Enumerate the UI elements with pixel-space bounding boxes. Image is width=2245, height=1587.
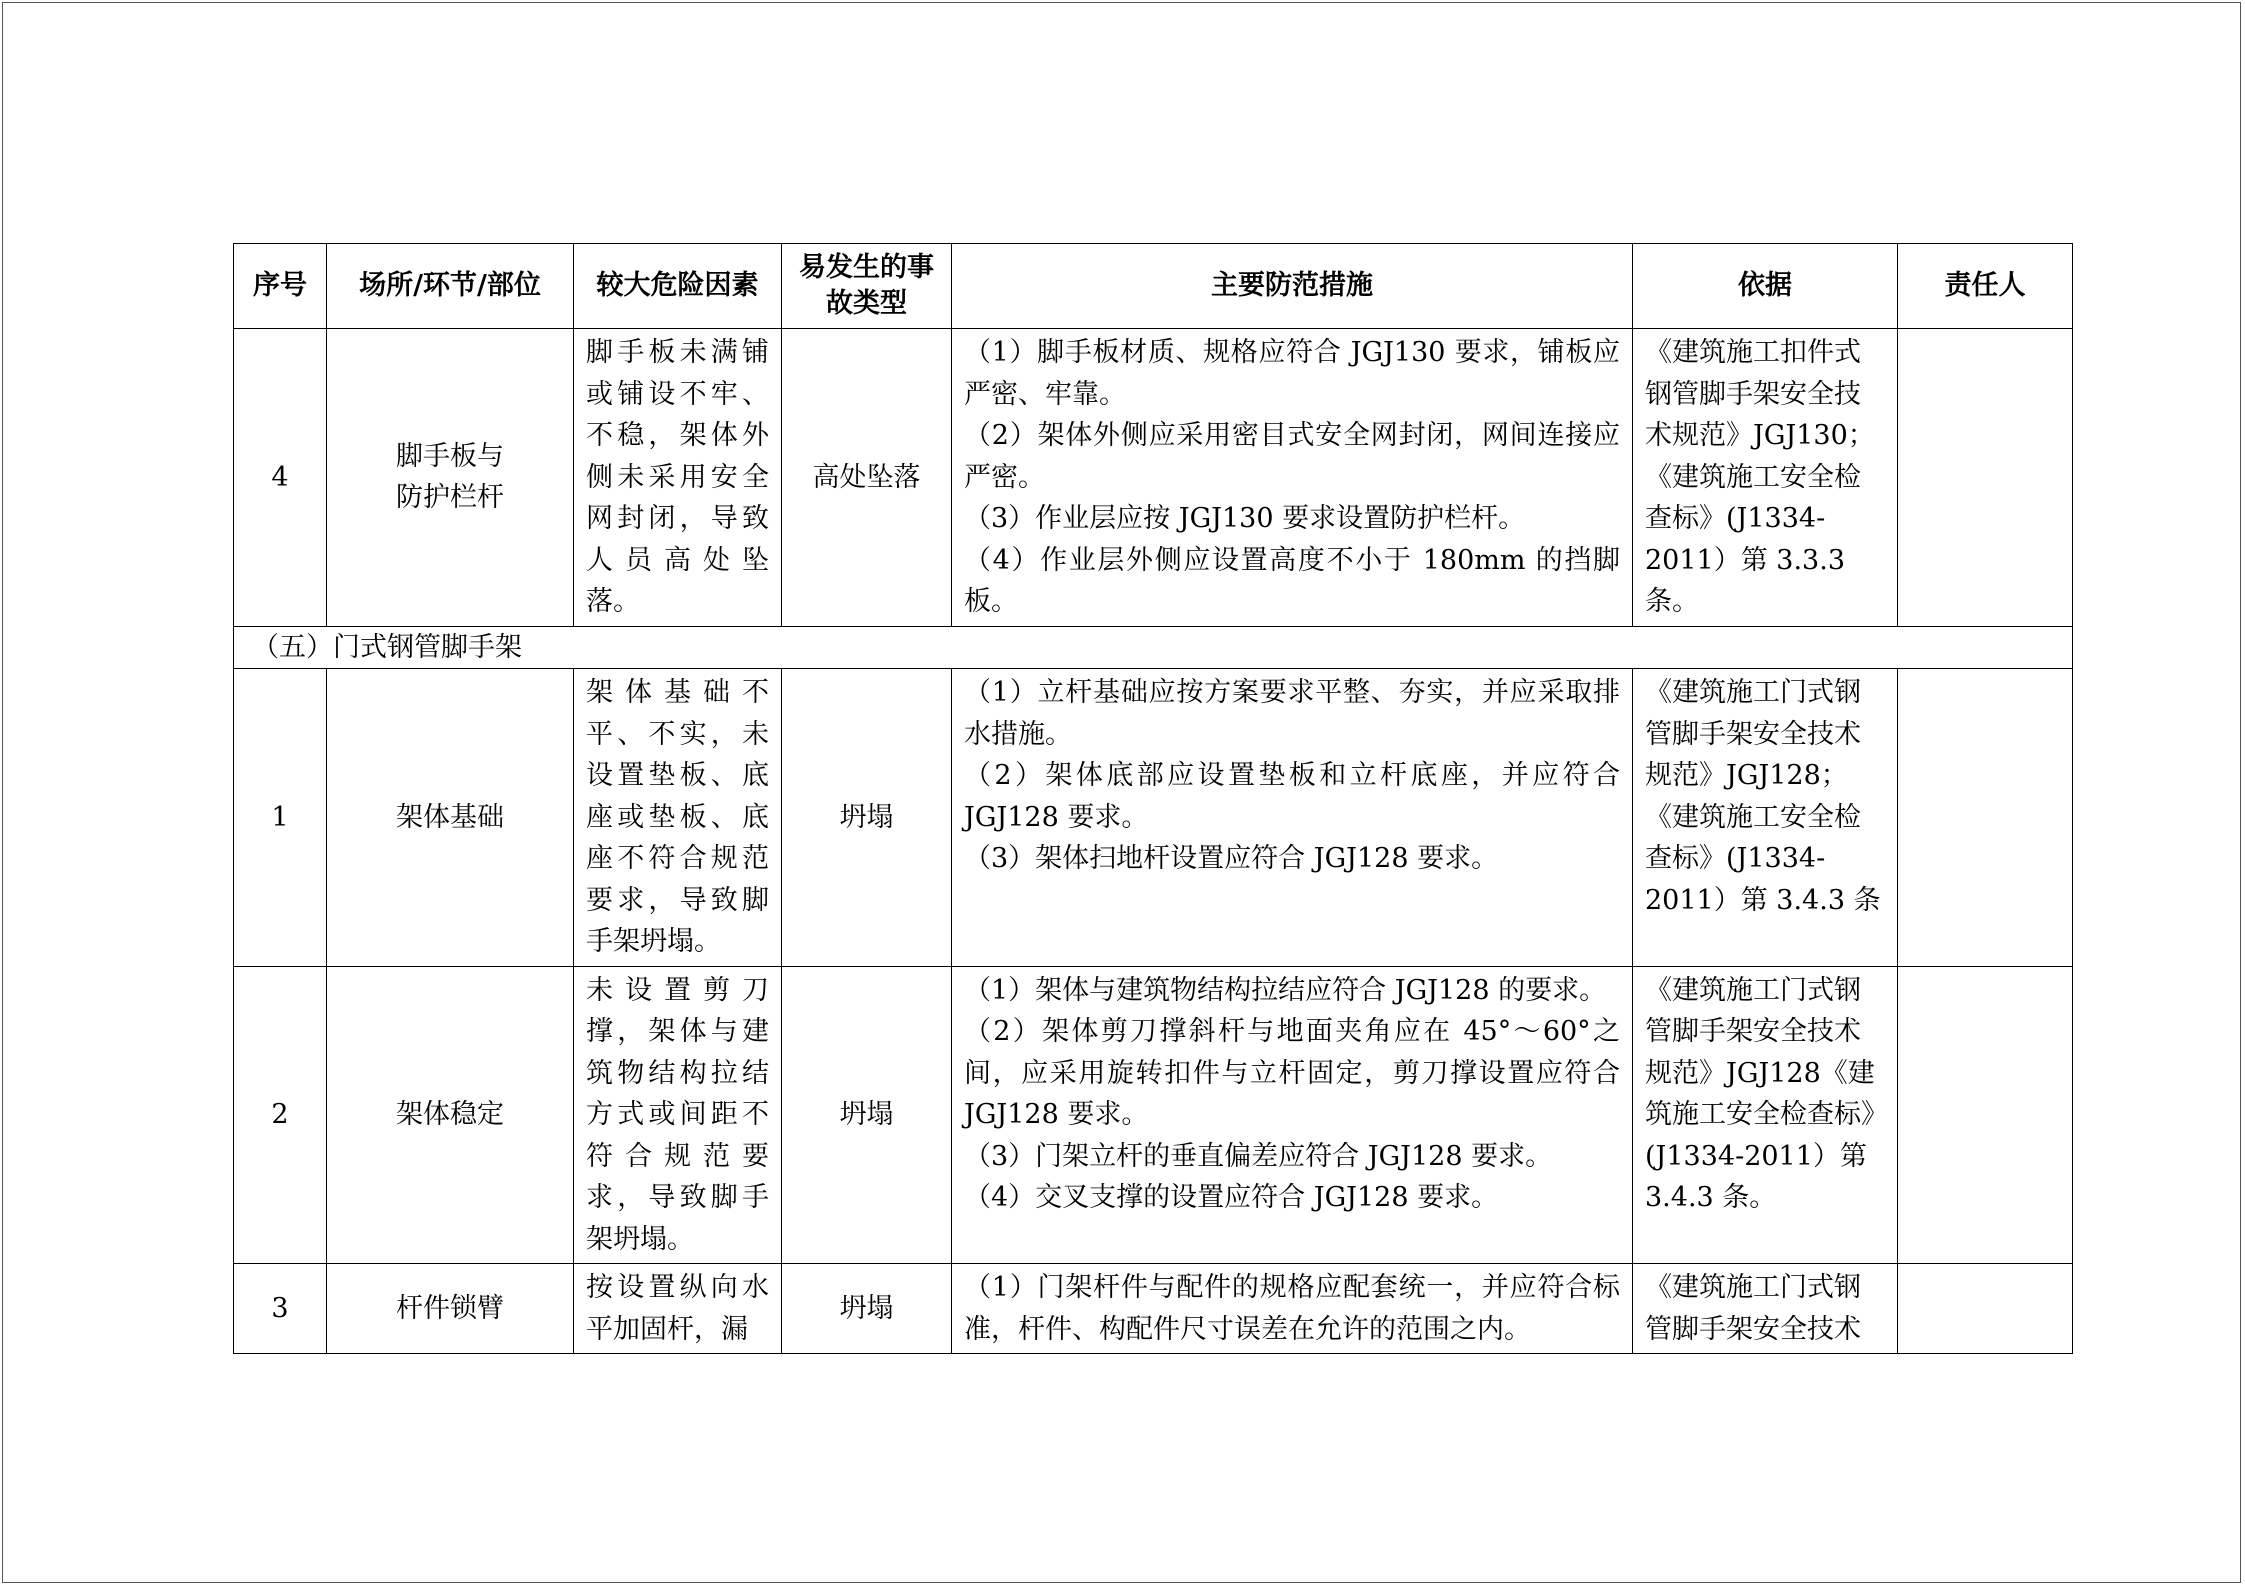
measure-item: （4）作业层外侧应设置高度不小于 180mm 的挡脚板。 (964, 544, 1620, 617)
row-place: 架体稳定 (327, 966, 574, 1264)
row-place: 杆件锁臂 (327, 1264, 574, 1354)
hazard-table (233, 243, 2073, 1354)
header-person: 责任人 (1898, 244, 2073, 329)
measure-item: （2）架体剪刀撑斜杆与地面夹角应在 45°～60°之间，应采用旋转扣件与立杆固定，剪刀撑设置应符合 JGJ128 要求。 (964, 1016, 1620, 1130)
row-person (1898, 1264, 2073, 1354)
row-basis: 《建筑施工门式钢管脚手架安全技术规范》JGJ128；《建筑施工安全检查标》(J1334-2011）第 3.4.3 条 (1633, 669, 1898, 967)
row-hazard: 按设置纵向水平加固杆，漏 (574, 1264, 782, 1354)
header-measures: 主要防范措施 (952, 244, 1633, 329)
row-basis: 《建筑施工扣件式钢管脚手架安全技术规范》JGJ130；《建筑施工安全检查标》(J1334-2011）第 3.3.3 条。 (1633, 329, 1898, 627)
row-hazard: 架体基础不平、不实，未设置垫板、底座或垫板、底座不符合规范要求，导致脚手架坍塌。 (574, 669, 782, 967)
row-no: 1 (234, 669, 327, 967)
measure-item: （2）架体外侧应采用密目式安全网封闭，网间连接应严密。 (964, 420, 1620, 493)
header-row (234, 244, 2073, 329)
section-row (234, 626, 2073, 669)
header-place: 场所/环节/部位 (327, 244, 574, 329)
header-no: 序号 (234, 244, 327, 329)
row-place: 架体基础 (327, 669, 574, 967)
row-measures (952, 329, 1633, 627)
row-person (1898, 966, 2073, 1264)
header-basis: 依据 (1633, 244, 1898, 329)
header-accident: 易发生的事故类型 (782, 244, 952, 329)
row-hazard: 脚手板未满铺或铺设不牢、不稳，架体外侧未采用安全网封闭，导致人员高处坠落。 (574, 329, 782, 627)
table-row (234, 329, 2073, 627)
row-basis: 《建筑施工门式钢管脚手架安全技术 (1633, 1264, 1898, 1354)
row-no: 3 (234, 1264, 327, 1354)
row-measures (952, 966, 1633, 1264)
measure-item: （1）架体与建筑物结构拉结应符合 JGJ128 的要求。 (964, 974, 1607, 1006)
measure-item: （1）脚手板材质、规格应符合 JGJ130 要求，铺板应严密、牢靠。 (964, 337, 1620, 410)
header-hazard: 较大危险因素 (574, 244, 782, 329)
measure-item: （3）架体扫地杆设置应符合 JGJ128 要求。 (964, 843, 1499, 874)
measure-item: （1）门架杆件与配件的规格应配套统一，并应符合标准，杆件、构配件尺寸误差在允许的范围之内。 (964, 1272, 1620, 1345)
row-person (1898, 669, 2073, 967)
row-no: 4 (234, 329, 327, 627)
row-place: 脚手板与防护栏杆 (327, 329, 574, 627)
measure-item: （4）交叉支撑的设置应符合 JGJ128 要求。 (964, 1182, 1499, 1213)
document-page (2, 2, 2241, 1583)
measure-item: （2）架体底部应设置垫板和立杆底座，并应符合 JGJ128 要求。 (964, 760, 1620, 833)
measure-item: （3）门架立杆的垂直偏差应符合 JGJ128 要求。 (964, 1140, 1553, 1172)
row-measures (952, 1264, 1633, 1354)
row-accident: 坍塌 (782, 1264, 952, 1354)
row-measures (952, 669, 1633, 967)
row-accident: 坍塌 (782, 966, 952, 1264)
table-row (234, 1264, 2073, 1354)
row-basis: 《建筑施工门式钢管脚手架安全技术规范》JGJ128《建筑施工安全检查标》(J1334-2011）第 3.4.3 条。 (1633, 966, 1898, 1264)
measure-item: （1）立杆基础应按方案要求平整、夯实，并应采取排水措施。 (964, 677, 1620, 750)
table-row (234, 966, 2073, 1264)
row-accident: 坍塌 (782, 669, 952, 967)
row-no: 2 (234, 966, 327, 1264)
table-row (234, 669, 2073, 967)
row-person (1898, 329, 2073, 627)
section-title: （五）门式钢管脚手架 (234, 626, 2073, 669)
row-accident: 高处坠落 (782, 329, 952, 627)
measure-item: （3）作业层应按 JGJ130 要求设置防护栏杆。 (964, 503, 1526, 534)
row-hazard: 未设置剪刀撑，架体与建筑物结构拉结方式或间距不符合规范要求，导致脚手架坍塌。 (574, 966, 782, 1264)
